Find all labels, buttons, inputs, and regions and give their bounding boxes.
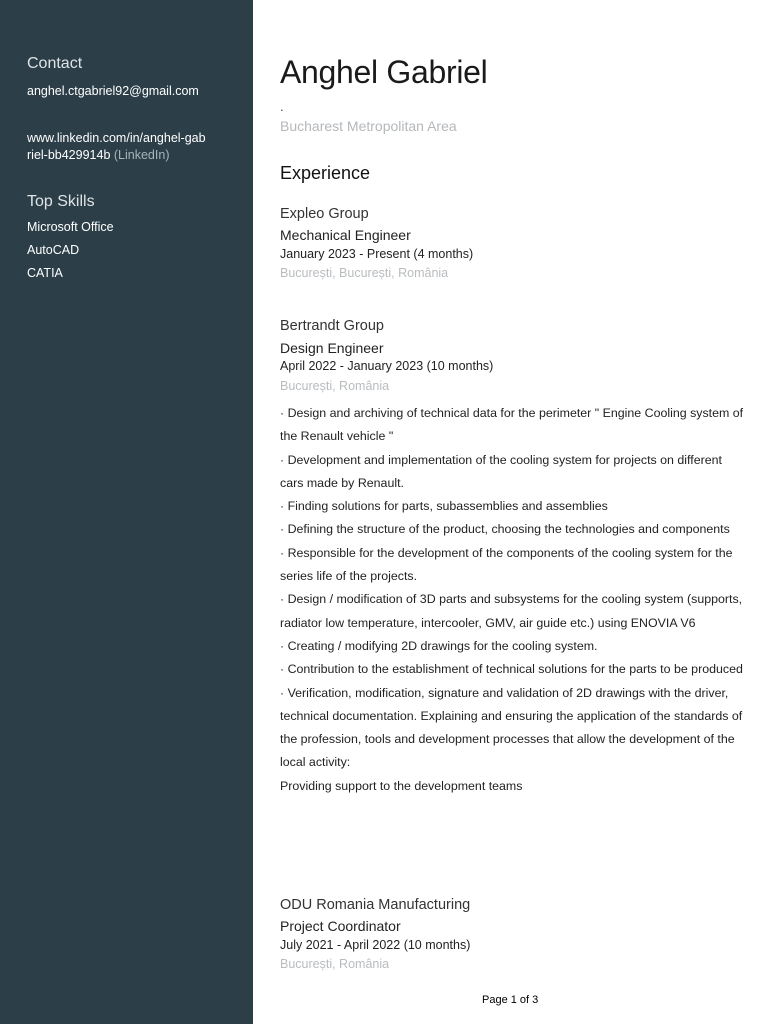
- person-location: Bucharest Metropolitan Area: [280, 118, 457, 134]
- job-company: Bertrandt Group: [280, 318, 384, 334]
- skill-item: Microsoft Office: [27, 220, 114, 234]
- job-dates: January 2023 - Present (4 months): [280, 247, 474, 261]
- job-location: București, România: [280, 379, 390, 393]
- job-description: [280, 402, 745, 798]
- description-line: · Finding solutions for parts, subassemblies and assemblies: [280, 499, 608, 514]
- top-skills-heading: Top Skills: [27, 193, 95, 210]
- page-number: Page 1 of 3: [482, 994, 539, 1006]
- job-company: Expleo Group: [280, 206, 369, 222]
- description-line: · Defining the structure of the product, choosing the technologies and components: [280, 522, 730, 537]
- sidebar: [0, 0, 253, 1024]
- description-line: · Creating / modifying 2D drawings for the cooling system.: [280, 638, 598, 653]
- job-title: Mechanical Engineer: [280, 227, 411, 243]
- description-line: · Contribution to the establishment of technical solutions for the parts to be produced: [280, 662, 743, 677]
- linkedin-url[interactable]: www.linkedin.com/in/anghel-gabriel-bb429914b: [27, 131, 206, 162]
- description-line: · Responsible for the development of the components of the cooling system for the series life of the projects.: [280, 545, 733, 584]
- job-title: Design Engineer: [280, 340, 384, 356]
- person-name: Anghel Gabriel: [280, 54, 488, 90]
- experience-heading: Experience: [280, 163, 371, 183]
- contact-heading: Contact: [27, 55, 83, 72]
- description-line: · Development and implementation of the cooling system for projects on different cars made by Renault.: [280, 452, 722, 490]
- description-line: · Verification, modification, signature and validation of 2D drawings with the driver, technical documentation. Explaining and ensuring the application of the standards of the profession, tools and development processes that allow the development of the local activity:: [280, 685, 743, 770]
- linkedin-link[interactable]: [27, 130, 207, 164]
- description-line: · Design and archiving of technical data for the perimeter " Engine Cooling system of the Renault vehicle ": [280, 406, 744, 444]
- job-location: București, România: [280, 957, 390, 971]
- linkedin-label: (LinkedIn): [113, 148, 170, 162]
- email-link[interactable]: anghel.ctgabriel92@gmail.com: [27, 84, 199, 98]
- description-line: · Design / modification of 3D parts and subsystems for the cooling system (supports, radiator low temperature, intercooler, GMV, air guide etc.) using ENOVIA V6: [280, 592, 743, 630]
- job-location: București, București, România: [280, 266, 449, 280]
- job-dates: July 2021 - April 2022 (10 months): [280, 938, 471, 952]
- job-dates: April 2022 - January 2023 (10 months): [280, 359, 494, 373]
- job-title: Project Coordinator: [280, 918, 401, 934]
- skill-item: AutoCAD: [27, 243, 80, 257]
- job-company: ODU Romania Manufacturing: [280, 897, 471, 913]
- skill-item: CATIA: [27, 266, 63, 280]
- description-line: Providing support to the development teams: [280, 778, 523, 793]
- headline: .: [280, 99, 284, 114]
